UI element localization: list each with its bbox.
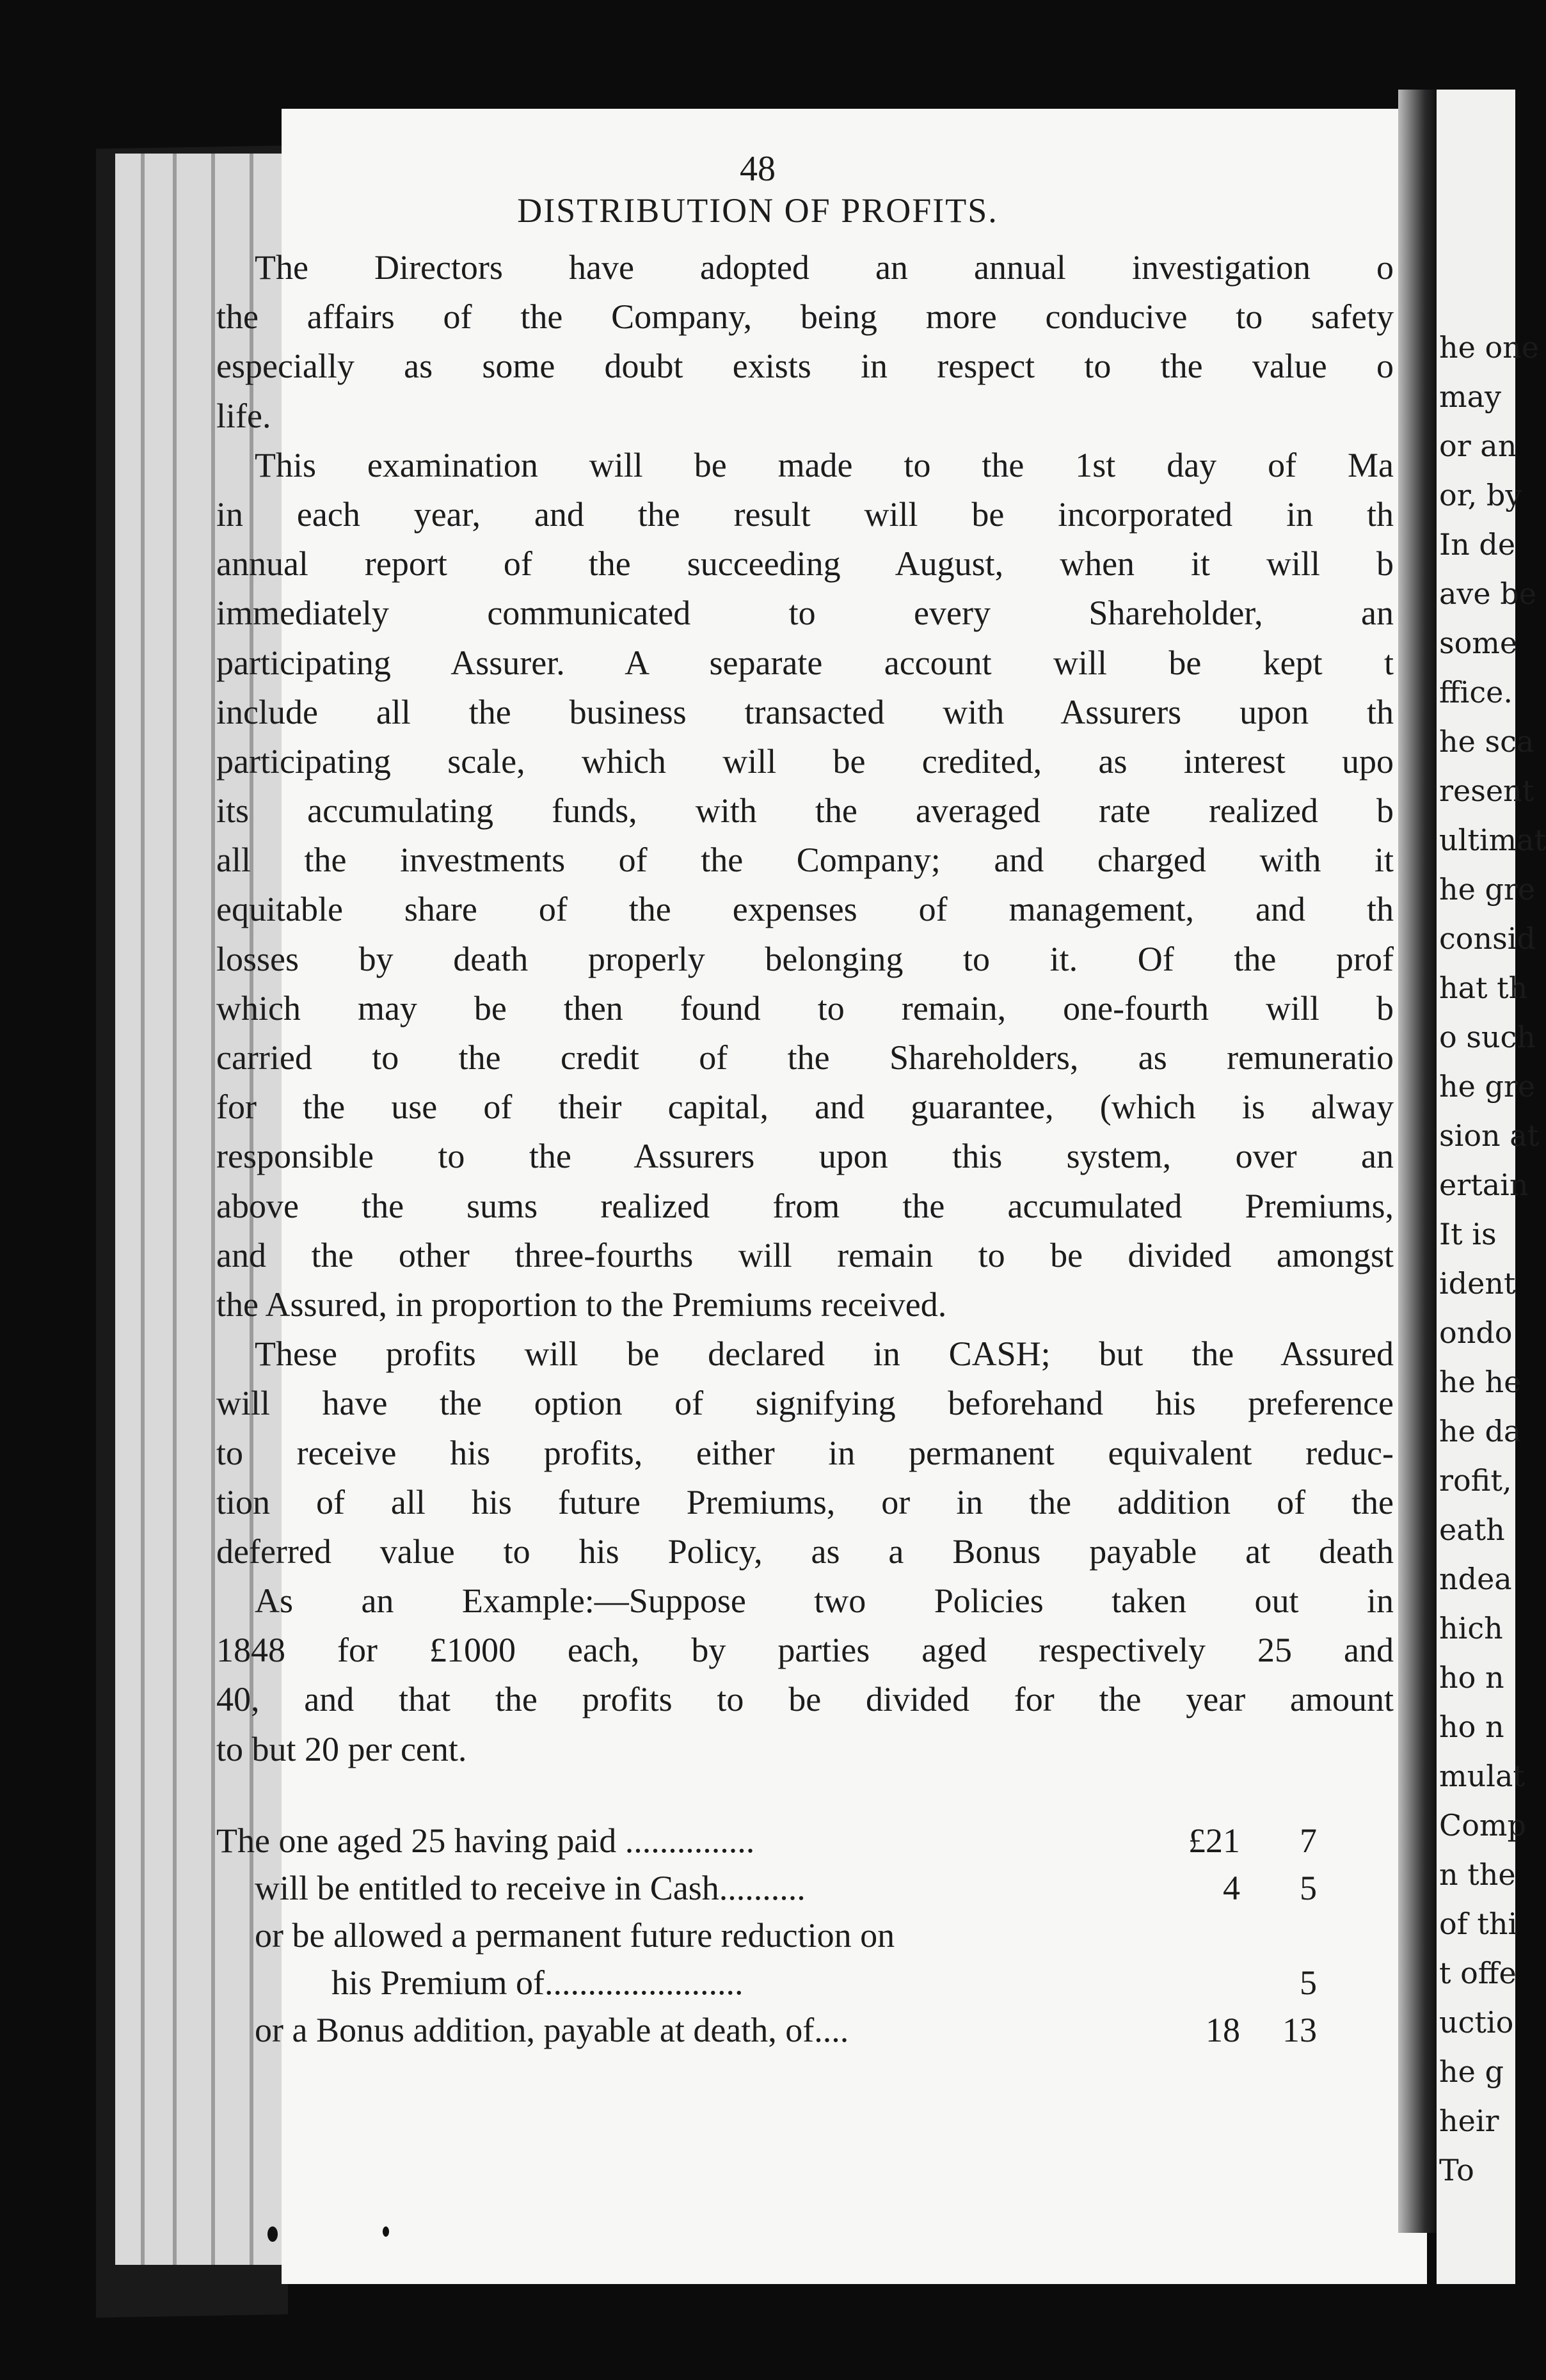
facing-page-word: Comp (1439, 1808, 1526, 1843)
text-line: for the use of their capital, and guarantee, (which is alway (216, 1088, 1394, 1127)
facing-page-word: n the (1439, 1857, 1516, 1892)
text-line: losses by death properly belonging to it. Of the prof (216, 939, 1394, 978)
section-heading: DISTRIBUTION OF PROFITS. (517, 191, 998, 230)
facing-page-word: mulat (1439, 1759, 1525, 1793)
example-pounds: £21 (1188, 1821, 1240, 1860)
example-shillings: 5 (1300, 1869, 1317, 1907)
text-line: The Directors have adopted an annual investigation o (255, 248, 1394, 287)
facing-page-fragment (1437, 90, 1546, 2284)
text-line: especially as some doubt exists in respect to the value o (216, 347, 1394, 386)
ink-speck (383, 2226, 389, 2237)
facing-page-word: ident (1439, 1266, 1516, 1301)
facing-page-word: he one (1439, 330, 1540, 365)
text-line: This examination will be made to the 1st day of Ma (255, 445, 1394, 484)
facing-page-word: rofit, (1439, 1463, 1512, 1498)
text-line: annual report of the succeeding August, when it will b (216, 544, 1394, 583)
facing-page-word: hat th (1439, 971, 1528, 1005)
text-line: in each year, and the result will be incorporated in th (216, 495, 1394, 534)
example-label: will be entitled to receive in Cash.......... (255, 1869, 806, 1907)
example-row (216, 1817, 1381, 1864)
facing-page-word: ho n (1439, 1710, 1504, 1744)
example-pounds: 18 (1206, 2011, 1240, 2049)
facing-page-word: he sca (1439, 724, 1534, 759)
text-line: which may be then found to remain, one-fourth will b (216, 988, 1394, 1027)
facing-page-word: ondo (1439, 1315, 1513, 1350)
facing-page-word: eath (1439, 1512, 1505, 1547)
facing-page-word: he he (1439, 1365, 1522, 1399)
text-line: and the other three-fourths will remain to be divided amongst (216, 1235, 1394, 1274)
example-row (216, 1912, 1381, 1959)
facing-page-word: he gre (1439, 1069, 1536, 1104)
text-line: the Assured, in proportion to the Premiums received. (216, 1285, 947, 1324)
example-label: his Premium of....................... (331, 1964, 744, 2002)
facing-page-word: t offe (1439, 1956, 1517, 1990)
text-line: to receive his profits, either in permanent equivalent reduc- (216, 1433, 1394, 1472)
text-line: will have the option of signifying beforehand his preference (216, 1384, 1394, 1423)
facing-page-word: he da (1439, 1414, 1522, 1448)
facing-page-word: ave be (1439, 576, 1536, 611)
facing-page-word: ndea (1439, 1562, 1512, 1596)
body-text (216, 243, 1394, 1774)
example-row (216, 1959, 1381, 2006)
text-line: deferred value to his Policy, as a Bonus payable at death (216, 1532, 1394, 1571)
example-shillings: 13 (1282, 2011, 1317, 2049)
text-line: 1848 for £1000 each, by parties aged respectively 25 and (216, 1631, 1394, 1670)
example-table (216, 1817, 1381, 2054)
text-line: life. (216, 396, 271, 435)
text-line: immediately communicated to every Shareholder, an (216, 594, 1394, 633)
gutter-shadow (1398, 90, 1437, 2233)
example-row (216, 2006, 1381, 2054)
facing-page-word: It is (1439, 1217, 1497, 1251)
facing-page-word: sion at (1439, 1118, 1540, 1153)
text-line: all the investments of the Company; and charged with it (216, 841, 1394, 880)
facing-page-word: o such (1439, 1020, 1536, 1054)
facing-page-word: To (1439, 2153, 1474, 2187)
example-label: The one aged 25 having paid ............... (216, 1821, 755, 1860)
text-line: its accumulating funds, with the averaged rate realized b (216, 791, 1394, 830)
example-row (216, 1864, 1381, 1912)
example-label: or be allowed a permanent future reduction on (255, 1916, 895, 1955)
example-label: or a Bonus addition, payable at death, of.... (255, 2011, 849, 2049)
facing-page-word: he g (1439, 2054, 1504, 2089)
facing-page-word: ultimat (1439, 823, 1546, 857)
text-line: participating Assurer. A separate account will be kept t (216, 643, 1394, 682)
text-line: As an Example:—Suppose two Policies taken out in (255, 1582, 1394, 1621)
text-line: responsible to the Assurers upon this system, over an (216, 1137, 1394, 1176)
facing-page-word: ertain (1439, 1168, 1529, 1202)
facing-page-word: resent (1439, 774, 1534, 808)
text-line: include all the business transacted with Assurers upon th (216, 692, 1394, 731)
facing-page-word: In de (1439, 527, 1516, 562)
text-line: equitable share of the expenses of management, and th (216, 890, 1394, 929)
facing-page-word: ffice. (1439, 675, 1513, 710)
facing-page-word: or an (1439, 429, 1517, 463)
facing-page-word: may (1439, 379, 1502, 414)
text-line: carried to the credit of the Shareholders, as remuneratio (216, 1038, 1394, 1077)
text-line: participating scale, which will be credited, as interest upo (216, 742, 1394, 781)
facing-page-word: of thi (1439, 1907, 1518, 1941)
text-line: These profits will be declared in CASH; but the Assured (255, 1335, 1394, 1374)
ink-speck (267, 2226, 278, 2242)
facing-page-word: he gre (1439, 872, 1536, 907)
text-line: the affairs of the Company, being more conducive to safety (216, 298, 1394, 337)
page-number: 48 (740, 149, 776, 189)
facing-page-word: uctio (1439, 2005, 1514, 2040)
facing-page-word: consid (1439, 921, 1536, 956)
example-shillings: 5 (1300, 1964, 1317, 2002)
text-line: tion of all his future Premiums, or in the addition of the (216, 1482, 1394, 1521)
facing-page-word: ho n (1439, 1660, 1504, 1695)
example-shillings: 7 (1300, 1821, 1317, 1860)
example-pounds: 4 (1223, 1869, 1240, 1907)
text-line: above the sums realized from the accumulated Premiums, (216, 1186, 1394, 1225)
facing-page-word: heir (1439, 2104, 1499, 2138)
text-line: to but 20 per cent. (216, 1729, 467, 1768)
facing-page-word: hich (1439, 1611, 1503, 1646)
facing-page-word: or, by (1439, 478, 1522, 512)
text-line: 40, and that the profits to be divided for the year amount (216, 1680, 1394, 1719)
facing-page-word: some (1439, 626, 1518, 660)
